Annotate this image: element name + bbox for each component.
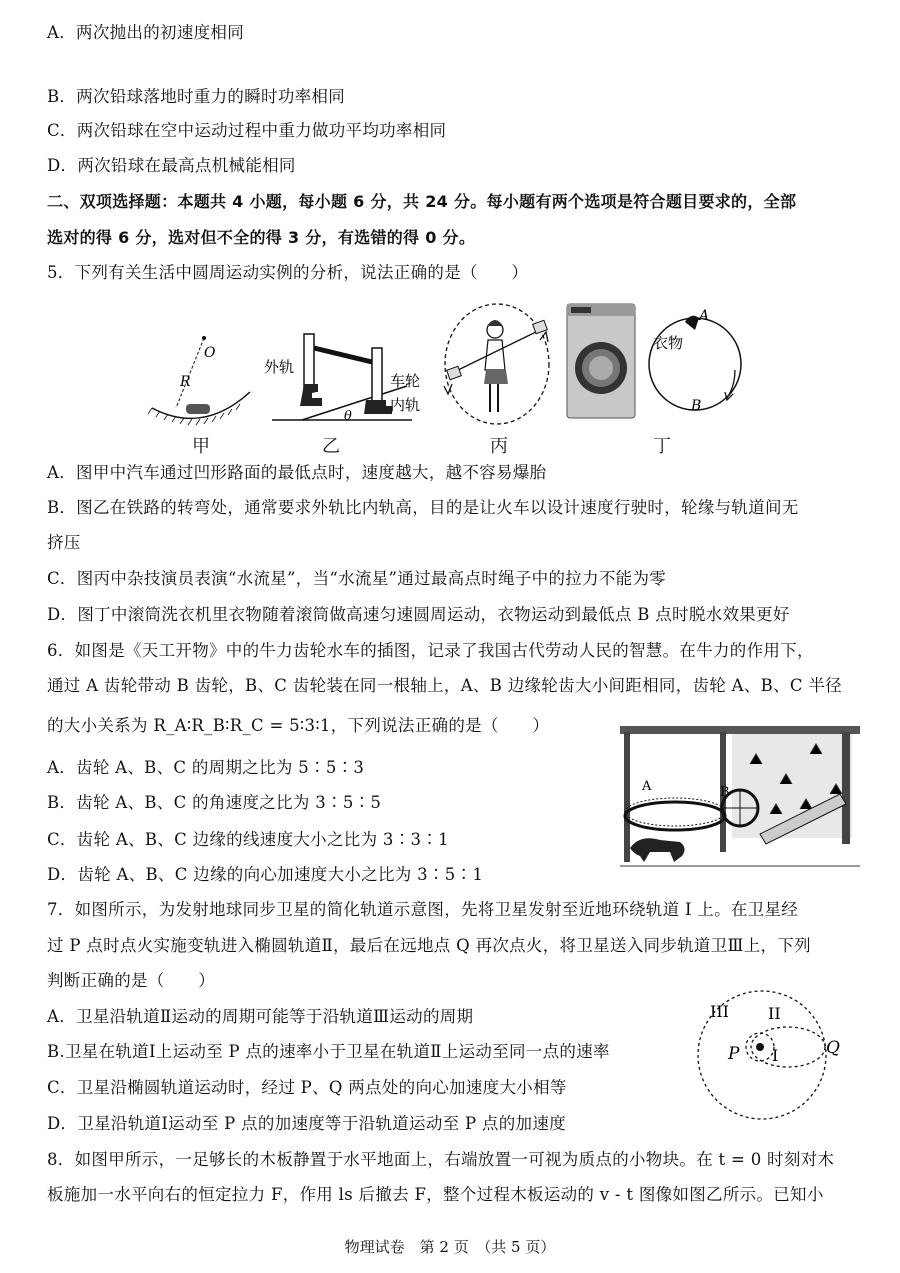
q7-stem-line3: 判断正确的是（ ）: [47, 971, 215, 990]
yi-theta-label: θ: [344, 409, 352, 424]
q6-stem-line3: 的大小关系为 R_A∶R_B∶R_C = 5∶3∶1，下列说法正确的是（ ）: [47, 716, 550, 735]
q6-stem-line2: 通过 A 齿轮带动 B 齿轮，B、C 齿轮装在同一根轴上，A、B 边缘轮齿大小间距相同，齿轮 A、B、C 半径: [47, 676, 842, 695]
fig-caption-bing: 丙: [490, 436, 508, 457]
jia-o-label: O: [204, 345, 216, 361]
q7-option-d: D．卫星沿轨道Ⅰ运动至 P 点的加速度等于沿轨道运动至 P 点的加速度: [47, 1114, 566, 1133]
q5-stem: 5．下列有关生活中圆周运动实例的分析，说法正确的是（ ）: [47, 263, 529, 282]
q5-figure-washer: [565, 302, 637, 420]
q5-figure-ding: [645, 300, 745, 428]
q7-option-c: C．卫星沿椭圆轨道运动时，经过 P、Q 两点处的向心加速度大小相等: [47, 1078, 567, 1097]
q6-gear-b-label: B: [720, 785, 730, 800]
q7-orbit-diagram: [680, 985, 860, 1125]
page-footer: 物理试卷 第 2 页 （共 5 页）: [344, 1238, 556, 1256]
q5-option-b-cont: 挤压: [47, 533, 81, 552]
q4-option-d: D．两次铅球在最高点机械能相同: [47, 156, 296, 175]
q6-option-b: B．齿轮 A、B、C 的角速度之比为 3∶5∶5: [47, 793, 382, 812]
q6-option-d: D．齿轮 A、B、C 边缘的向心加速度大小之比为 3∶5∶1: [47, 865, 484, 884]
section2-heading-line2: 选对的得 6 分，选对但不全的得 3 分，有选错的得 0 分。: [47, 228, 476, 247]
q6-stem-line1: 6．如图是《天工开物》中的牛力齿轮水车的插图，记录了我国古代劳动人民的智慧。在牛力的作用下，: [47, 641, 814, 660]
q5-option-b: B．图乙在铁路的转弯处，通常要求外轨比内轨高，目的是让火车以设计速度行驶时，轮缘与轨道间无: [47, 498, 799, 517]
q6-gear-a-label: A: [642, 779, 652, 794]
q7-stem-line1: 7．如图所示，为发射地球同步卫星的简化轨道示意图，先将卫星发射至近地环绕轨道 I 上。在卫星经: [47, 900, 799, 919]
q4-option-b: B．两次铅球落地时重力的瞬时功率相同: [47, 87, 346, 106]
yi-wheel-label: 车轮: [390, 372, 421, 390]
ding-point-b-label: B: [691, 398, 702, 414]
fig-caption-yi: 乙: [322, 436, 340, 457]
section2-heading-line1: 二、双项选择题：本题共 4 小题，每小题 6 分，共 24 分。每小题有两个选项是符合题目要求的，全部: [47, 192, 797, 211]
q4-option-a: A．两次抛出的初速度相同: [47, 23, 245, 42]
q6-option-c: C．齿轮 A、B、C 边缘的线速度大小之比为 3∶3∶1: [47, 830, 449, 849]
q7-orbit-i-label: I: [772, 1046, 779, 1065]
q5-figure-bing: [440, 300, 560, 430]
ding-point-a-label: A: [699, 308, 710, 324]
yi-inner-rail-label: 内轨: [390, 396, 421, 414]
q5-figure-jia: [148, 330, 258, 430]
q5-option-a: A．图甲中汽车通过凹形路面的最低点时，速度越大，越不容易爆胎: [47, 463, 547, 482]
fig-caption-ding: 丁: [653, 436, 671, 457]
q5-figure-yi: [262, 328, 422, 428]
q7-point-p-label: P: [728, 1044, 740, 1064]
q7-orbit-iii-label: III: [710, 1002, 729, 1021]
q5-option-d: D．图丁中滚筒洗衣机里衣物随着滚筒做高速匀速圆周运动，衣物运动到最低点 B 点时脱水效果更好: [47, 605, 790, 624]
q7-point-q-label: Q: [826, 1038, 840, 1058]
fig-caption-jia: 甲: [192, 436, 210, 457]
q6-waterwheel-illustration: [620, 724, 860, 872]
ding-clothes-label: 衣物: [653, 334, 684, 352]
q4-option-c: C．两次铅球在空中运动过程中重力做功平均功率相同: [47, 121, 447, 140]
q7-stem-line2: 过 P 点时点火实施变轨进入椭圆轨道Ⅱ，最后在远地点 Q 再次点火，将卫星送入同步轨道卫Ⅲ上，下列: [47, 936, 811, 955]
q6-option-a: A．齿轮 A、B、C 的周期之比为 5∶5∶3: [47, 758, 365, 777]
q7-option-b: B.卫星在轨道Ⅰ上运动至 P 点的速率小于卫星在轨道Ⅱ上运动至同一点的速率: [47, 1042, 610, 1061]
jia-r-label: R: [180, 374, 191, 390]
q8-stem-line1: 8．如图甲所示，一足够长的木板静置于水平地面上，右端放置一可视为质点的小物块。在 t = 0 时刻对木: [47, 1150, 835, 1169]
yi-outer-rail-label: 外轨: [264, 358, 295, 376]
q8-stem-line2: 板施加一水平向右的恒定拉力 F，作用 ls 后撤去 F，整个过程木板运动的 v - t 图像如图乙所示。已知小: [47, 1185, 824, 1204]
q5-option-c: C．图丙中杂技演员表演“水流星”，当“水流星”通过最高点时绳子中的拉力不能为零: [47, 569, 667, 588]
q7-option-a: A．卫星沿轨道Ⅱ运动的周期可能等于沿轨道Ⅲ运动的周期: [47, 1007, 474, 1026]
q7-orbit-ii-label: II: [768, 1004, 781, 1023]
